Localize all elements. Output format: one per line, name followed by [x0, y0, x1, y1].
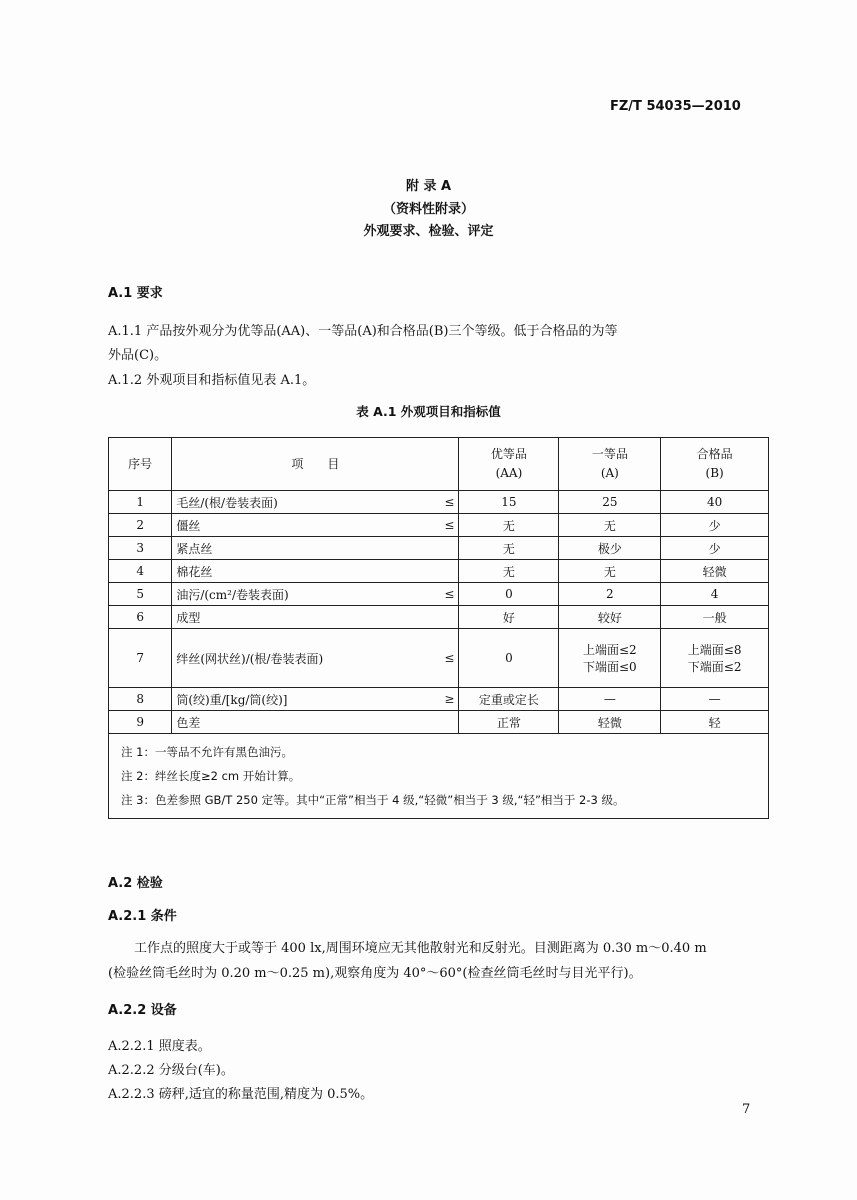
- table-row: [109, 491, 769, 514]
- table-cell: 少: [661, 537, 769, 560]
- table-cell: 上端面≤2 下端面≤0: [559, 629, 661, 688]
- table-cell: 定重或定长: [459, 688, 559, 711]
- table-cell: 5: [109, 583, 172, 606]
- para-a21-cont: (检验丝筒毛丝时为 0.20 m～0.25 m),观察角度为 40°～60°(检查丝筒毛丝时与目光平行)。: [108, 966, 642, 981]
- table-row: [109, 583, 769, 606]
- table-cell: 2: [109, 514, 172, 537]
- column-header: 优等品 (AA): [459, 438, 559, 491]
- table-cell: [427, 711, 459, 734]
- appendix-title: 附 录 A: [405, 179, 452, 194]
- table-cell: 油污/(cm²/卷装表面): [172, 583, 427, 606]
- para-a223: A.2.2.3 磅秤,适宜的称量范围,精度为 0.5%。: [108, 1087, 374, 1102]
- para-a21: 工作点的照度大于或等于 400 lx,周围环境应无其他散射光和反射光。目测距离为 0.30 m～0.40 m: [134, 941, 707, 956]
- table-cell: ≤: [427, 514, 459, 537]
- table-cell: 紧点丝: [172, 537, 427, 560]
- table-cell: 筒(绞)重/[kg/筒(绞)]: [172, 688, 427, 711]
- table-cell: ≥: [427, 688, 459, 711]
- para-a11-cont: 外品(C)。: [108, 348, 168, 363]
- table-cell: 8: [109, 688, 172, 711]
- column-header: 一等品 (A): [559, 438, 661, 491]
- table-cell: ≤: [427, 629, 459, 688]
- appendix-name: 外观要求、检验、评定: [363, 224, 494, 239]
- para-a222: A.2.2.2 分级台(车)。: [108, 1063, 234, 1078]
- table-cell: 2: [559, 583, 661, 606]
- section-a22: A.2.2 设备: [108, 1003, 177, 1018]
- section-a21: A.2.1 条件: [108, 909, 177, 924]
- table-cell: 好: [459, 606, 559, 629]
- table-cell: 0: [459, 583, 559, 606]
- section-a2: A.2 检验: [108, 876, 163, 891]
- table-note: 注 2：绊丝长度≥2 cm 开始计算。: [121, 769, 301, 783]
- table-cell: 9: [109, 711, 172, 734]
- table-cell: ≤: [427, 583, 459, 606]
- table-cell: 轻微: [559, 711, 661, 734]
- table-cell: —: [559, 688, 661, 711]
- table-cell: 40: [661, 491, 769, 514]
- table-cell: 少: [661, 514, 769, 537]
- table-cell: [427, 537, 459, 560]
- table-cell: [427, 560, 459, 583]
- appearance-table: [108, 437, 769, 819]
- table-cell: 绊丝(网状丝)/(根/卷装表面): [172, 629, 427, 688]
- table-cell: 4: [661, 583, 769, 606]
- standard-code: FZ/T 54035—2010: [610, 99, 741, 114]
- table-row: [109, 629, 769, 688]
- column-header: 项 目: [172, 438, 459, 491]
- table-cell: 棉花丝: [172, 560, 427, 583]
- appendix-type: （资料性附录）: [382, 202, 474, 217]
- table-cell: 一般: [661, 606, 769, 629]
- table-cell: 15: [459, 491, 559, 514]
- table-note: 注 3：色差参照 GB/T 250 定等。其中“正常”相当于 4 级,“轻微”相当于 3 级,“轻”相当于 2-3 级。: [121, 793, 625, 807]
- table-cell: 无: [559, 514, 661, 537]
- table-notes: [109, 734, 769, 819]
- table-row: [109, 514, 769, 537]
- table-notes-row: [109, 734, 769, 819]
- table-cell: 轻: [661, 711, 769, 734]
- table-note: 注 1：一等品不允许有黑色油污。: [121, 745, 293, 759]
- table-cell: 0: [459, 629, 559, 688]
- section-a1: A.1 要求: [108, 286, 163, 301]
- table-row: [109, 711, 769, 734]
- table-header-row: [109, 438, 769, 491]
- table-caption: 表 A.1 外观项目和指标值: [356, 404, 501, 419]
- table-cell: 6: [109, 606, 172, 629]
- table-cell: 无: [559, 560, 661, 583]
- table-cell: 25: [559, 491, 661, 514]
- table-cell: [427, 606, 459, 629]
- table-cell: 无: [459, 514, 559, 537]
- table-cell: 正常: [459, 711, 559, 734]
- table-cell: 3: [109, 537, 172, 560]
- column-header: 合格品 (B): [661, 438, 769, 491]
- table-row: [109, 560, 769, 583]
- table-row: [109, 688, 769, 711]
- table-cell: 僵丝: [172, 514, 427, 537]
- table-cell: 较好: [559, 606, 661, 629]
- table-cell: 毛丝/(根/卷装表面): [172, 491, 427, 514]
- table-cell: 无: [459, 560, 559, 583]
- table-cell: 无: [459, 537, 559, 560]
- para-a11: A.1.1 产品按外观分为优等品(AA)、一等品(A)和合格品(B)三个等级。低于合格品的为等: [108, 324, 618, 339]
- table-cell: 7: [109, 629, 172, 688]
- table-cell: 极少: [559, 537, 661, 560]
- table-row: [109, 606, 769, 629]
- column-header: 序号: [109, 438, 172, 491]
- table-cell: 成型: [172, 606, 427, 629]
- page-number: 7: [742, 1102, 751, 1117]
- table-cell: 色差: [172, 711, 427, 734]
- table-cell: 1: [109, 491, 172, 514]
- table-cell: ≤: [427, 491, 459, 514]
- para-a12: A.1.2 外观项目和指标值见表 A.1。: [108, 373, 316, 388]
- table-row: [109, 537, 769, 560]
- para-a221: A.2.2.1 照度表。: [108, 1039, 211, 1054]
- table-cell: 4: [109, 560, 172, 583]
- table-cell: 上端面≤8 下端面≤2: [661, 629, 769, 688]
- table-cell: 轻微: [661, 560, 769, 583]
- table-cell: —: [661, 688, 769, 711]
